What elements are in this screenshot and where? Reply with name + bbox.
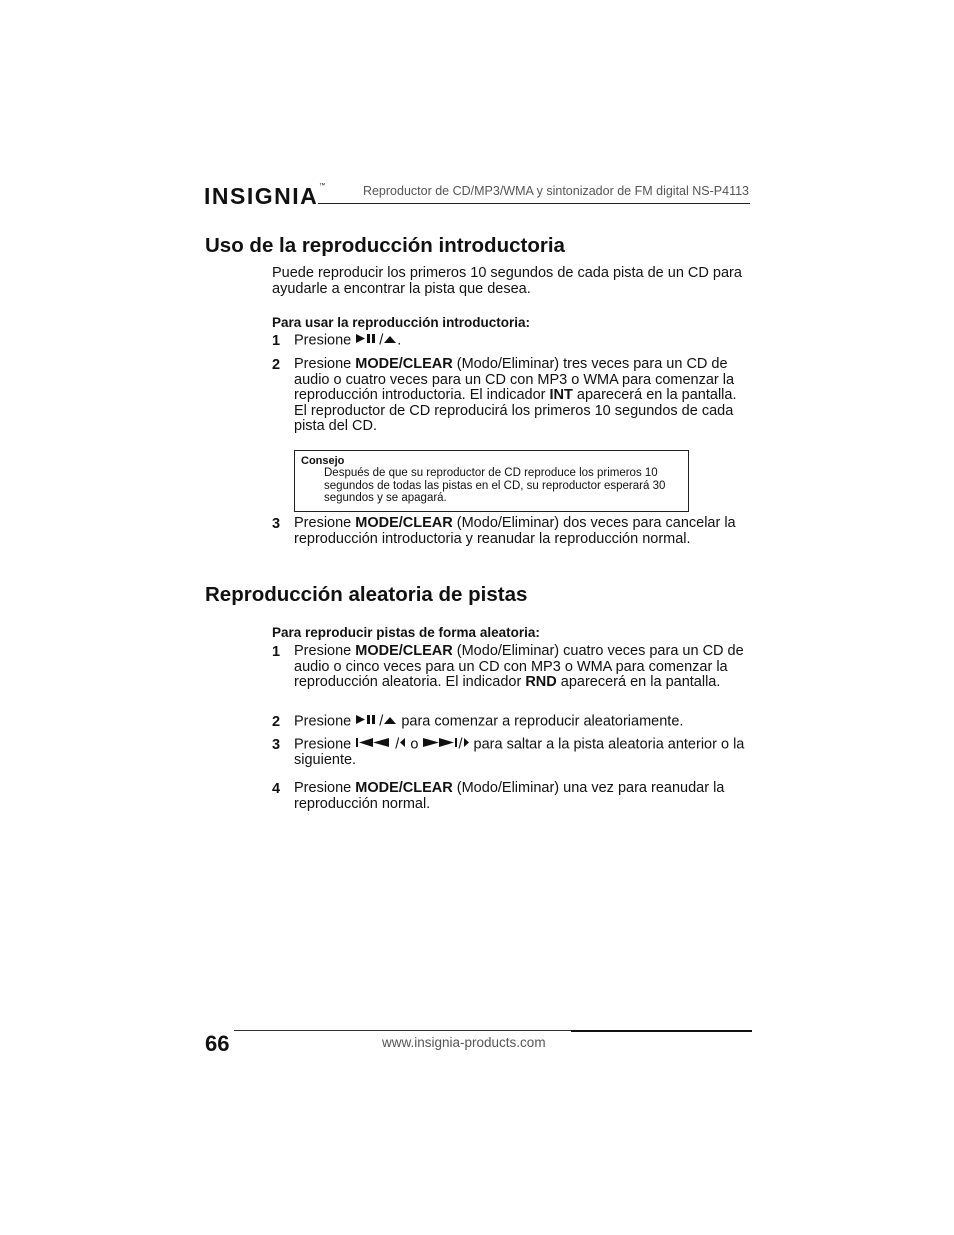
step-number: 2: [272, 357, 281, 373]
skip-forward-icon: [422, 737, 458, 753]
step-text: (Modo/Eliminar) tres veces para un CD de audio o cuatro veces para un CD con MP3 o WMA para comenzar la reproducción introductoria. El indicador: [294, 356, 735, 404]
step-text: (Modo/Eliminar) dos veces para cancelar la reproducción introductoria y reanudar la reproducción normal.: [294, 515, 736, 547]
step-item: [294, 644, 749, 691]
step-number: 2: [272, 714, 281, 730]
play-pause-icon: [355, 333, 379, 349]
step-text: Presione: [294, 780, 356, 796]
rnd-indicator-label: RND: [525, 674, 557, 691]
logo-text: INSIGNIA: [204, 183, 319, 209]
step-text: Presione: [294, 332, 352, 349]
separator: /: [395, 736, 400, 753]
step-item: [294, 357, 749, 435]
insignia-logo: [204, 183, 327, 210]
step-text-end: para saltar a la pista aleatoria anterior o la siguiente.: [294, 736, 745, 769]
step-item: [294, 333, 749, 349]
step-item: [294, 781, 749, 812]
step-text-end: .: [397, 332, 402, 349]
step-text: Presione: [294, 713, 352, 730]
step-item: [294, 737, 749, 769]
step-number: 3: [272, 737, 281, 753]
separator: /: [458, 736, 463, 753]
subheading-intro-steps: Para usar la reproducción introductoria:: [272, 315, 531, 330]
step-text: Presione: [294, 643, 356, 659]
mode-clear-label: MODE/CLEAR: [355, 643, 453, 659]
play-pause-icon: [355, 714, 379, 730]
section-heading-intro-play: Uso de la reproducción introductoria: [205, 234, 565, 257]
header-title: Reproductor de CD/MP3/WMA y sintonizador de FM digital NS-P4113: [362, 184, 749, 198]
right-arrow-icon: [463, 737, 470, 753]
step-item: [294, 516, 749, 547]
eject-up-icon: [383, 333, 397, 349]
mode-clear-label: MODE/CLEAR: [355, 515, 453, 531]
step-text: Presione: [294, 356, 356, 372]
intro-paragraph: Puede reproducir los primeros 10 segundos de cada pista de un CD para ayudarle a encontrar la pista que desea.: [272, 265, 742, 297]
step-text: aparecerá en la pantalla.: [556, 674, 721, 691]
footer-divider-left: [234, 1030, 571, 1031]
step-number: 1: [272, 333, 281, 349]
mode-clear-label: MODE/CLEAR: [355, 356, 453, 372]
trademark-symbol: ™: [319, 183, 327, 189]
step-text: aparecerá en la pantalla. El reproductor de CD reproducirá los primeros 10 segundos de cada pista del CD.: [294, 387, 737, 435]
header-divider: [318, 203, 750, 204]
tip-title: Consejo: [301, 455, 345, 467]
mode-clear-label: MODE/CLEAR: [355, 780, 453, 796]
separator: /: [379, 332, 384, 349]
tip-box: [294, 450, 689, 512]
or-word: o: [410, 736, 419, 753]
step-item: [294, 714, 749, 730]
tip-text: Después de que su reproductor de CD reproduce los primeros 10 segundos de todas las pistas en el CD, su reproductor esperará 30 segundos y se apagará.: [324, 467, 666, 505]
step-number: 3: [272, 516, 281, 532]
step-text-end: para comenzar a reproducir aleatoriamente.: [401, 713, 684, 730]
step-number: 4: [272, 781, 281, 797]
skip-back-icon: [355, 737, 391, 753]
subheading-random-steps: Para reproducir pistas de forma aleatoria:: [272, 625, 540, 640]
step-text: (Modo/Eliminar) cuatro veces para un CD de audio o cinco veces para un CD con MP3 o WMA para comenzar la reproducción aleatoria. El indicador: [294, 643, 744, 691]
section-heading-random-play: Reproducción aleatoria de pistas: [205, 583, 528, 606]
separator: /: [379, 713, 384, 730]
footer-url: www.insignia-products.com: [382, 1035, 546, 1050]
eject-up-icon: [383, 714, 397, 730]
step-text: (Modo/Eliminar) una vez para reanudar la reproducción normal.: [294, 780, 725, 812]
step-number: 1: [272, 644, 281, 660]
page-number: 66: [205, 1031, 230, 1056]
step-text: Presione: [294, 736, 352, 753]
step-text: Presione: [294, 515, 356, 531]
left-arrow-icon: [399, 737, 406, 753]
int-indicator-label: INT: [549, 387, 573, 404]
footer-divider-right: [571, 1030, 752, 1032]
